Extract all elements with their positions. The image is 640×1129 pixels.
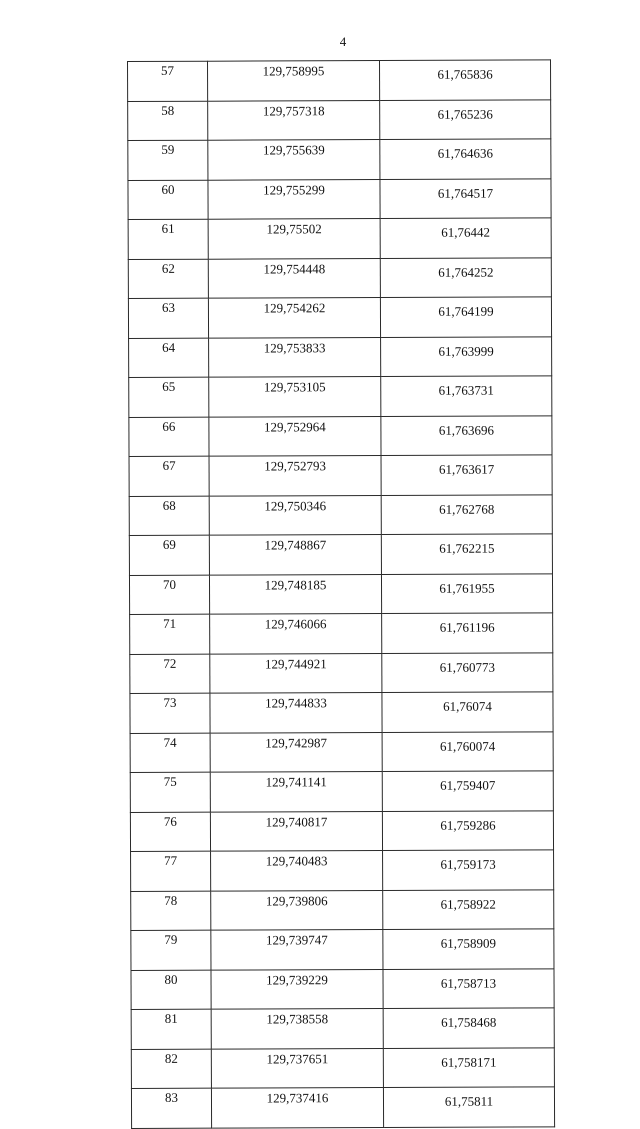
table-row — [130, 810, 553, 851]
point-number-cell: 62 — [128, 259, 208, 299]
point-number-cell: 69 — [129, 535, 209, 575]
coordinates-table — [127, 59, 555, 1128]
coordinate-x-cell: 129,737416 — [211, 1088, 383, 1128]
table-row — [128, 139, 551, 180]
coordinate-x-cell: 129,757318 — [208, 100, 380, 140]
table-row — [131, 850, 554, 891]
point-number-cell: 64 — [129, 338, 209, 378]
coordinate-y-cell: 61,758171 — [383, 1047, 554, 1087]
coordinate-x-cell: 129,75502 — [208, 219, 380, 259]
point-number-cell: 72 — [130, 654, 210, 694]
point-number-cell: 60 — [128, 180, 208, 220]
point-number-cell: 67 — [129, 456, 209, 496]
table-row — [129, 376, 552, 417]
point-number-cell: 71 — [130, 614, 210, 654]
point-number-cell: 78 — [131, 891, 211, 931]
point-number-cell: 73 — [130, 693, 210, 733]
coordinate-y-cell: 61,75811 — [383, 1087, 554, 1127]
coordinate-y-cell: 61,758713 — [383, 968, 554, 1008]
point-number-cell: 66 — [129, 417, 209, 457]
coordinate-x-cell: 129,742987 — [210, 732, 382, 772]
coordinate-x-cell: 129,753105 — [209, 377, 381, 417]
table-row — [130, 652, 553, 693]
coordinate-y-cell: 61,765236 — [380, 99, 551, 139]
coordinate-x-cell: 129,748867 — [209, 535, 381, 575]
point-number-cell: 77 — [131, 851, 211, 891]
coordinate-x-cell: 129,754448 — [208, 258, 380, 298]
coordinate-y-cell: 61,76442 — [380, 218, 551, 258]
coordinate-y-cell: 61,764252 — [380, 257, 551, 297]
table-row — [130, 731, 553, 772]
coordinate-y-cell: 61,758909 — [383, 929, 554, 969]
table-row — [131, 968, 554, 1009]
coordinate-x-cell: 129,740483 — [211, 851, 383, 891]
coordinate-x-cell: 129,754262 — [208, 298, 380, 338]
coordinate-y-cell: 61,761196 — [382, 613, 553, 653]
coordinate-y-cell: 61,763999 — [381, 336, 552, 376]
point-number-cell: 59 — [128, 140, 208, 180]
coordinate-y-cell: 61,760773 — [382, 652, 553, 692]
coordinate-x-cell: 129,744921 — [210, 653, 382, 693]
table-row — [128, 257, 551, 298]
table-row — [129, 534, 552, 575]
point-number-cell: 63 — [128, 298, 208, 338]
coordinate-x-cell: 129,739229 — [211, 969, 383, 1009]
coordinate-x-cell: 129,737651 — [211, 1048, 383, 1088]
coordinate-x-cell: 129,752793 — [209, 456, 381, 496]
point-number-cell: 75 — [130, 772, 210, 812]
point-number-cell: 79 — [131, 930, 211, 970]
coordinate-y-cell: 61,759286 — [382, 810, 553, 850]
coordinate-y-cell: 61,763731 — [381, 376, 552, 416]
point-number-cell: 70 — [129, 575, 209, 615]
point-number-cell: 81 — [131, 1009, 211, 1049]
table-row — [129, 494, 552, 535]
table-row — [128, 297, 551, 338]
table-row — [131, 889, 554, 930]
point-number-cell: 76 — [130, 812, 210, 852]
coordinate-x-cell: 129,739747 — [211, 930, 383, 970]
point-number-cell: 80 — [131, 970, 211, 1010]
table-row — [130, 613, 553, 654]
coordinate-y-cell: 61,763617 — [381, 455, 552, 495]
coordinate-y-cell: 61,76074 — [382, 692, 553, 732]
coordinate-y-cell: 61,761955 — [381, 573, 552, 613]
point-number-cell: 83 — [131, 1088, 211, 1128]
coordinates-table-body — [128, 60, 555, 1128]
point-number-cell: 65 — [129, 377, 209, 417]
coordinate-y-cell: 61,759407 — [382, 771, 553, 811]
coordinate-y-cell: 61,758922 — [383, 889, 554, 929]
table-row — [129, 336, 552, 377]
coordinate-x-cell: 129,744833 — [210, 693, 382, 733]
coordinate-y-cell: 61,759173 — [383, 850, 554, 890]
coordinate-y-cell: 61,763696 — [381, 415, 552, 455]
table-row — [129, 455, 552, 496]
table-row — [128, 178, 551, 219]
point-number-cell: 57 — [128, 61, 208, 101]
coordinate-y-cell: 61,764517 — [380, 178, 551, 218]
coordinate-x-cell: 129,750346 — [209, 495, 381, 535]
point-number-cell: 74 — [130, 733, 210, 773]
table-row — [131, 929, 554, 970]
point-number-cell: 58 — [128, 101, 208, 141]
coordinate-x-cell: 129,748185 — [209, 574, 381, 614]
coordinate-x-cell: 129,752964 — [209, 416, 381, 456]
coordinate-x-cell: 129,740817 — [210, 811, 382, 851]
coordinate-y-cell: 61,765836 — [380, 60, 551, 100]
table-row — [128, 218, 551, 259]
coordinate-x-cell: 129,753833 — [209, 337, 381, 377]
table-row — [128, 60, 551, 101]
coordinate-x-cell: 129,741141 — [210, 772, 382, 812]
coordinate-y-cell: 61,762768 — [381, 494, 552, 534]
coordinate-y-cell: 61,762215 — [381, 534, 552, 574]
coordinate-x-cell: 129,738558 — [211, 1009, 383, 1049]
table-row — [130, 771, 553, 812]
coordinate-x-cell: 129,739806 — [211, 890, 383, 930]
table-row — [129, 573, 552, 614]
coordinate-x-cell: 129,755299 — [208, 179, 380, 219]
point-number-cell: 82 — [131, 1049, 211, 1089]
coordinate-x-cell: 129,758995 — [208, 61, 380, 101]
coordinate-y-cell: 61,758468 — [383, 1008, 554, 1048]
coordinate-y-cell: 61,760074 — [382, 731, 553, 771]
table-row — [128, 99, 551, 140]
table-row — [131, 1047, 554, 1088]
page-number: 4 — [339, 34, 347, 49]
coordinate-y-cell: 61,764636 — [380, 139, 551, 179]
coordinate-x-cell: 129,746066 — [210, 614, 382, 654]
coordinate-y-cell: 61,764199 — [380, 297, 551, 337]
table-row — [129, 415, 552, 456]
coordinate-x-cell: 129,755639 — [208, 140, 380, 180]
table-row — [130, 692, 553, 733]
point-number-cell: 68 — [129, 496, 209, 536]
point-number-cell: 61 — [128, 219, 208, 259]
table-row — [131, 1008, 554, 1049]
table-row — [131, 1087, 554, 1128]
